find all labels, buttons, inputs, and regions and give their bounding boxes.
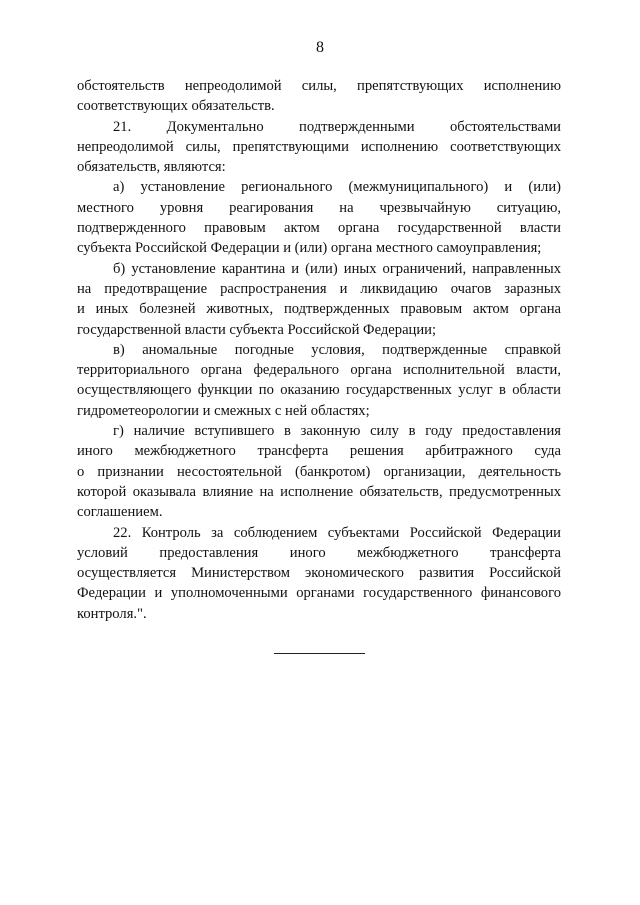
text-line: субъекта Российской Федерации и (или) органа местного самоуправления;: [77, 240, 542, 257]
text-line: и иных болезней животных, подтвержденных правовым актом органа: [77, 301, 561, 318]
page-number: 8: [316, 39, 324, 56]
text-line: соответствующих обязательств.: [77, 98, 275, 115]
text-line: 21. Документально подтвержденными обстоятельствами: [113, 118, 561, 135]
text-line: осуществляется Министерством экономического развития Российской: [77, 565, 561, 582]
text-line: а) установление регионального (межмуниципального) и (или): [113, 179, 561, 196]
text-line: территориального органа федерального органа исполнительной власти,: [77, 362, 561, 379]
text-line: местного уровня реагирования на чрезвычайную ситуацию,: [77, 199, 561, 216]
text-line: контроля.".: [77, 605, 147, 622]
text-line: обстоятельств непреодолимой силы, препятствующих исполнению: [77, 78, 561, 94]
text-line: г) наличие вступившего в законную силу в году предоставления: [113, 423, 561, 440]
text-line: иного межбюджетного трансферта решения арбитражного суда: [77, 443, 561, 460]
text-line: условий предоставления иного межбюджетного трансферта: [77, 544, 561, 561]
text-line: которой оказывала влияние на исполнение обязательств, предусмотренных: [77, 483, 561, 500]
text-line: непреодолимой силы, препятствующими исполнению соответствующих: [77, 138, 561, 155]
text-line: обязательств, являются:: [77, 159, 226, 176]
text-line: в) аномальные погодные условия, подтвержденные справкой: [113, 341, 561, 358]
text-line: гидрометеорологии и смежных с ней областях;: [77, 402, 370, 419]
text-line: на предотвращение распространения и ликвидацию очагов заразных: [77, 280, 561, 297]
document-body: [77, 76, 561, 624]
text-line: о признании несостоятельной (банкротом) организации, деятельность: [77, 463, 561, 480]
text-line: Федерации и уполномоченными органами государственного финансового: [77, 585, 561, 602]
end-divider-line: [274, 653, 365, 654]
text-line: государственной власти субъекта Российской Федерации;: [77, 321, 437, 338]
text-line: б) установление карантина и (или) иных ограничений, направленных: [113, 260, 561, 277]
text-line: 22. Контроль за соблюдением субъектами Российской Федерации: [113, 524, 561, 541]
text-line: подтвержденного правовым актом органа государственной власти: [77, 220, 561, 237]
text-line: соглашением.: [77, 504, 163, 521]
text-line: осуществляющего функции по оказанию государственных услуг в области: [77, 382, 561, 399]
